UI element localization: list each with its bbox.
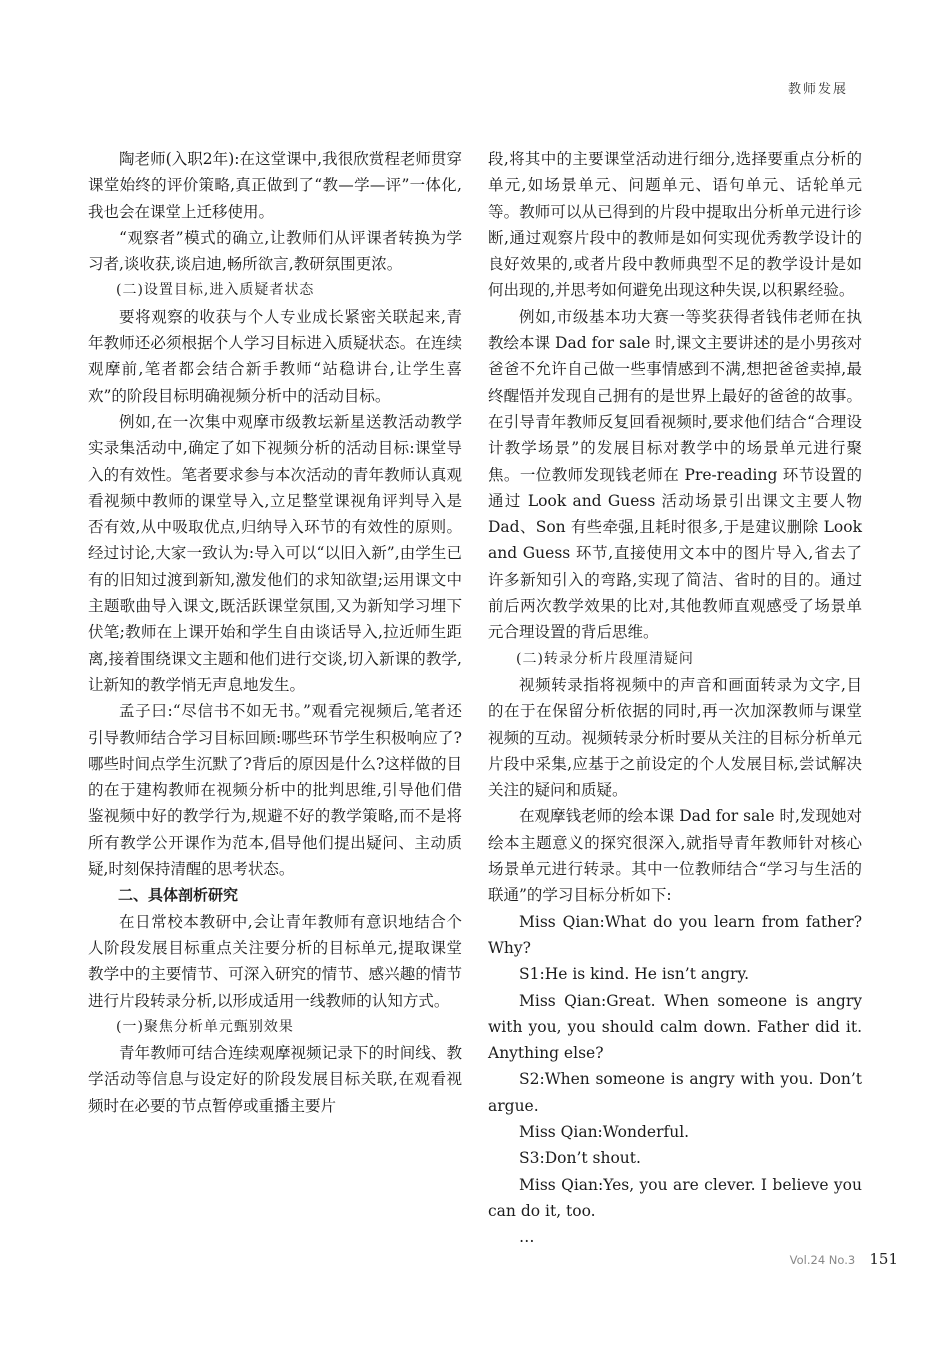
dialogue-line: Miss Qian:What do you learn from father? Why? [488, 912, 862, 957]
dialogue-line: Miss Qian:Yes, you are clever. I believe you can do it, too. [488, 1175, 862, 1220]
subsection-heading: (一)聚焦分析单元甄别效果 [116, 1018, 294, 1035]
paragraph: “观察者”模式的确立,让教师们从评课者转换为学习者,谈收获,谈启迪,畅所欲言,教研氛围更浓。 [88, 228, 462, 274]
dialogue-line: S2:When someone is angry with you. Don’t argue. [488, 1070, 862, 1115]
paragraph: 例如,在一次集中观摩市级教坛新星送教活动教学实录集活动中,确定了如下视频分析的活动目标:课堂导入的有效性。笔者要求参与本次活动的青年教师认真观看视频中教师的课堂导入,立足整堂课视角评判导入是否有效,从中吸取优点,归纳导入环节的有效性的原则。经过讨论,大家一致认为:导入可以“以旧入新”,由学生已有的旧知过渡到新知,激发他们的求知欲望;运用课文中主题歌曲导入课文,既活跃课堂氛围,又为新知学习埋下伏笔;教师在上课开始和学生自由谈话导入,拉近师生距离,接着围绕课文主题和他们进行交谈,切入新课的教学,让新知的教学悄无声息地发生。 [88, 412, 462, 694]
paragraph: 视频转录指将视频中的声音和画面转录为文字,目的在于在保留分析依据的同时,再一次加深教师与课堂视频的互动。视频转录分析时要从关注的目标分析单元片段中采集,应基于之前设定的个人发展目标,尝试解决关注的疑问和质疑。 [488, 675, 862, 800]
page-number: 151 [869, 1250, 898, 1268]
paragraph: 例如,市级基本功大赛一等奖获得者钱伟老师在执教绘本课 Dad for sale 时,课文主要讲述的是小男孩对爸爸不允许自己做一些事情感到不满,想把爸爸卖掉,最终醒悟并发现自己拥有的是世界上最好的爸爸的故事。在引导青年教师反复回看视频时,要求他们结合“合理设计教学场景”的发展目标对教学中的场景单元进行聚焦。一位教师发现钱老师在 Pre-reading 环节设置的通过 Look and Guess 活动场景引出课文主要人物 Dad、Son 有些牵强,且耗时很多,于是建议删除 Look and Guess 环节,直接使用文本中的图片导入,省去了许多新知引入的弯路,实现了简洁、省时的目的。通过前后两次教学效果的比对,其他教师直观感受了场景单元合理设置的背后思维。 [488, 307, 862, 642]
paragraph: 在日常校本教研中,会让青年教师有意识地结合个人阶段发展目标重点关注要分析的目标单元,提取课堂教学中的主要情节、可深入研究的情节、感兴趣的情节进行片段转录分析,以形成适用一线教师的认知方式。 [88, 912, 462, 1010]
paragraph: 在观摩钱老师的绘本课 Dad for sale 时,发现她对绘本主题意义的探究很深入,就指导青年教师针对核心场景单元进行转录。其中一位教师结合“学习与生活的联通”的学习目标分析如下: [488, 807, 862, 905]
section-label: 教师发展 [787, 82, 848, 97]
dialogue-line: S1:He is kind. He isn’t angry. [519, 965, 750, 984]
paragraph: 段,将其中的主要课堂活动进行细分,选择要重点分析的单元,如场景单元、问题单元、语句单元、话轮单元等。教师可以从已得到的片段中提取出分析单元进行诊断,通过观察片段中的教师是如何实现优秀教学设计的良好效果的,或者片段中教师典型不足的教学设计是如何出现的,并思考如何避免出现这种失误,以积累经验。 [488, 150, 862, 300]
volume-issue: Vol.24 No.3 [789, 1253, 856, 1267]
subsection-heading: (二)设置目标,进入质疑者状态 [116, 282, 315, 299]
left-column [88, 146, 462, 1119]
page-footer [790, 1250, 898, 1268]
ellipsis: … [519, 1228, 535, 1247]
paragraph: 青年教师可结合连续观摩视频记录下的时间线、教学活动等信息与设定好的阶段发展目标关联,在观看视频时在必要的节点暂停或重播主要片 [88, 1044, 462, 1115]
paragraph: 孟子曰:“尽信书不如无书。”观看完视频后,笔者还引导教师结合学习目标回顾:哪些环节学生积极响应了?哪些时间点学生沉默了?背后的原因是什么?这样做的目的在于建构教师在视频分析中的批判思维,引导他们借鉴视频中好的教学行为,规避不好的教学策略,而不是将所有教学公开课作为范本,倡导他们提出疑问、主动质疑,时刻保持清醒的思考状态。 [88, 702, 462, 879]
section-heading: 二、具体剖析研究 [118, 886, 239, 905]
paragraph: 要将观察的收获与个人专业成长紧密关联起来,青年教师还必须根据个人学习目标进入质疑状态。在连续观摩前,笔者都会结合新手教师“站稳讲台,让学生喜欢”的阶段目标明确视频分析中的活动目标。 [88, 307, 462, 405]
subsection-heading: (二)转录分析片段厘清疑问 [516, 650, 694, 667]
right-column [488, 146, 862, 1250]
paragraph: 陶老师(入职2年):在这堂课中,我很欣赏程老师贯穿课堂始终的评价策略,真正做到了“教—学—评”一体化,我也会在课堂上迁移使用。 [88, 150, 462, 221]
dialogue-line: Miss Qian:Wonderful. [519, 1122, 690, 1141]
dialogue-line: Miss Qian:Great. When someone is angry with you, you should calm down. Father did it. Anything else? [488, 991, 862, 1063]
dialogue-line: S3:Don’t shout. [519, 1149, 641, 1168]
